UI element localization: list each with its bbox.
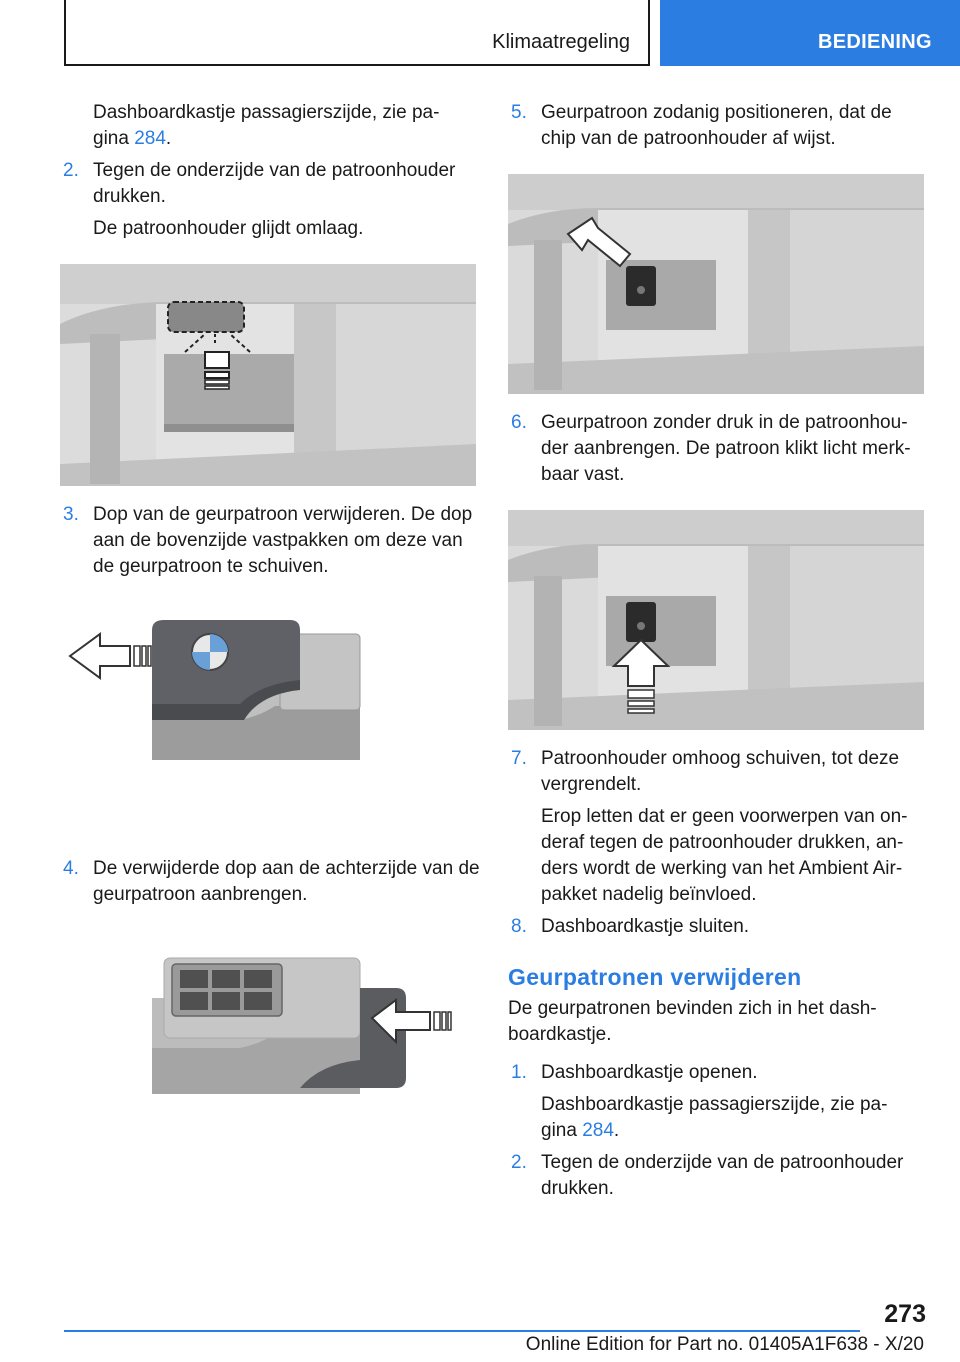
cartridge-insert-figure (508, 510, 924, 730)
step-number: 2. (511, 1152, 527, 1173)
step-number: 6. (511, 412, 527, 433)
chapter-tab (660, 0, 960, 66)
step-item (60, 158, 482, 210)
section-title: Klimaatregeling (492, 31, 630, 53)
step-number: 4. (63, 858, 79, 879)
step-item (508, 746, 928, 798)
step-item (508, 410, 928, 488)
step-text: Dop van de geurpatroon verwijderen. De dop aan de bovenzijde vastpakken om deze van de geurpatroon te schuiven. (93, 504, 473, 577)
step-text: Patroonhouder omhoog schuiven, tot deze vergrendelt. (541, 748, 900, 795)
cartridge-cap-attach-figure (60, 948, 476, 1128)
chapter-title: BEDIENING (818, 31, 932, 53)
step-item (508, 100, 928, 152)
right-column (508, 100, 928, 1208)
step-text: Tegen de onderzijde van de patroonhouder drukken. (93, 160, 456, 207)
section-heading: Geurpatronen verwijderen (508, 964, 802, 990)
step-subtext: De patroonhouder glijdt omlaag. (93, 218, 364, 239)
step-item (508, 914, 928, 940)
step-number: 2. (63, 160, 79, 181)
glovebox-holder-figure (60, 264, 476, 486)
step-subtext: Dashboardkastje passagierszijde, zie pa- gina 284. (541, 1094, 888, 1141)
step-item (508, 1150, 928, 1202)
step-number: 3. (63, 504, 79, 525)
step-number: 1. (511, 1062, 527, 1083)
step-text: Tegen de onderzijde van de patroonhouder drukken. (541, 1152, 904, 1199)
page-number: 273 (884, 1300, 926, 1328)
step-number: 8. (511, 916, 527, 937)
step-text: Geurpatroon zonder druk in de patroonhou-der aanbrengen. De patroon klikt licht merk-baar vast. (541, 412, 911, 485)
step-number: 7. (511, 748, 527, 769)
footer-rule (64, 1330, 860, 1332)
intro-text: Dashboardkastje passagierszijde, zie pa- gina 284. (93, 102, 440, 149)
step-text: Dashboardkastje sluiten. (541, 916, 750, 937)
step-item (60, 502, 482, 580)
cartridge-position-figure (508, 174, 924, 394)
step-subtext: Erop letten dat er geen voorwerpen van on-deraf tegen de patroonhouder drukken, an-ders wordt de werking van het Ambient Air-pakket nadelig beïnvloed. (541, 806, 908, 905)
step-text: Geurpatroon zodanig positioneren, dat de chip van de patroonhouder af wijst. (541, 102, 892, 149)
section-intro: De geurpatronen bevinden zich in het dash-boardkastje. (508, 998, 877, 1045)
step-item (508, 1060, 928, 1086)
left-column (60, 100, 482, 1144)
footer-edition: Online Edition for Part no. 01405A1F638 - X/20 (525, 1334, 924, 1355)
step-item (60, 856, 482, 908)
cartridge-cap-removal-figure (60, 610, 476, 840)
step-text: De verwijderde dop aan de achterzijde van de geurpatroon aanbrengen. (93, 858, 480, 905)
page-link[interactable]: 284 (582, 1120, 614, 1141)
step-number: 5. (511, 102, 527, 123)
page-link[interactable]: 284 (134, 128, 166, 149)
step-text: Dashboardkastje openen. (541, 1062, 758, 1083)
